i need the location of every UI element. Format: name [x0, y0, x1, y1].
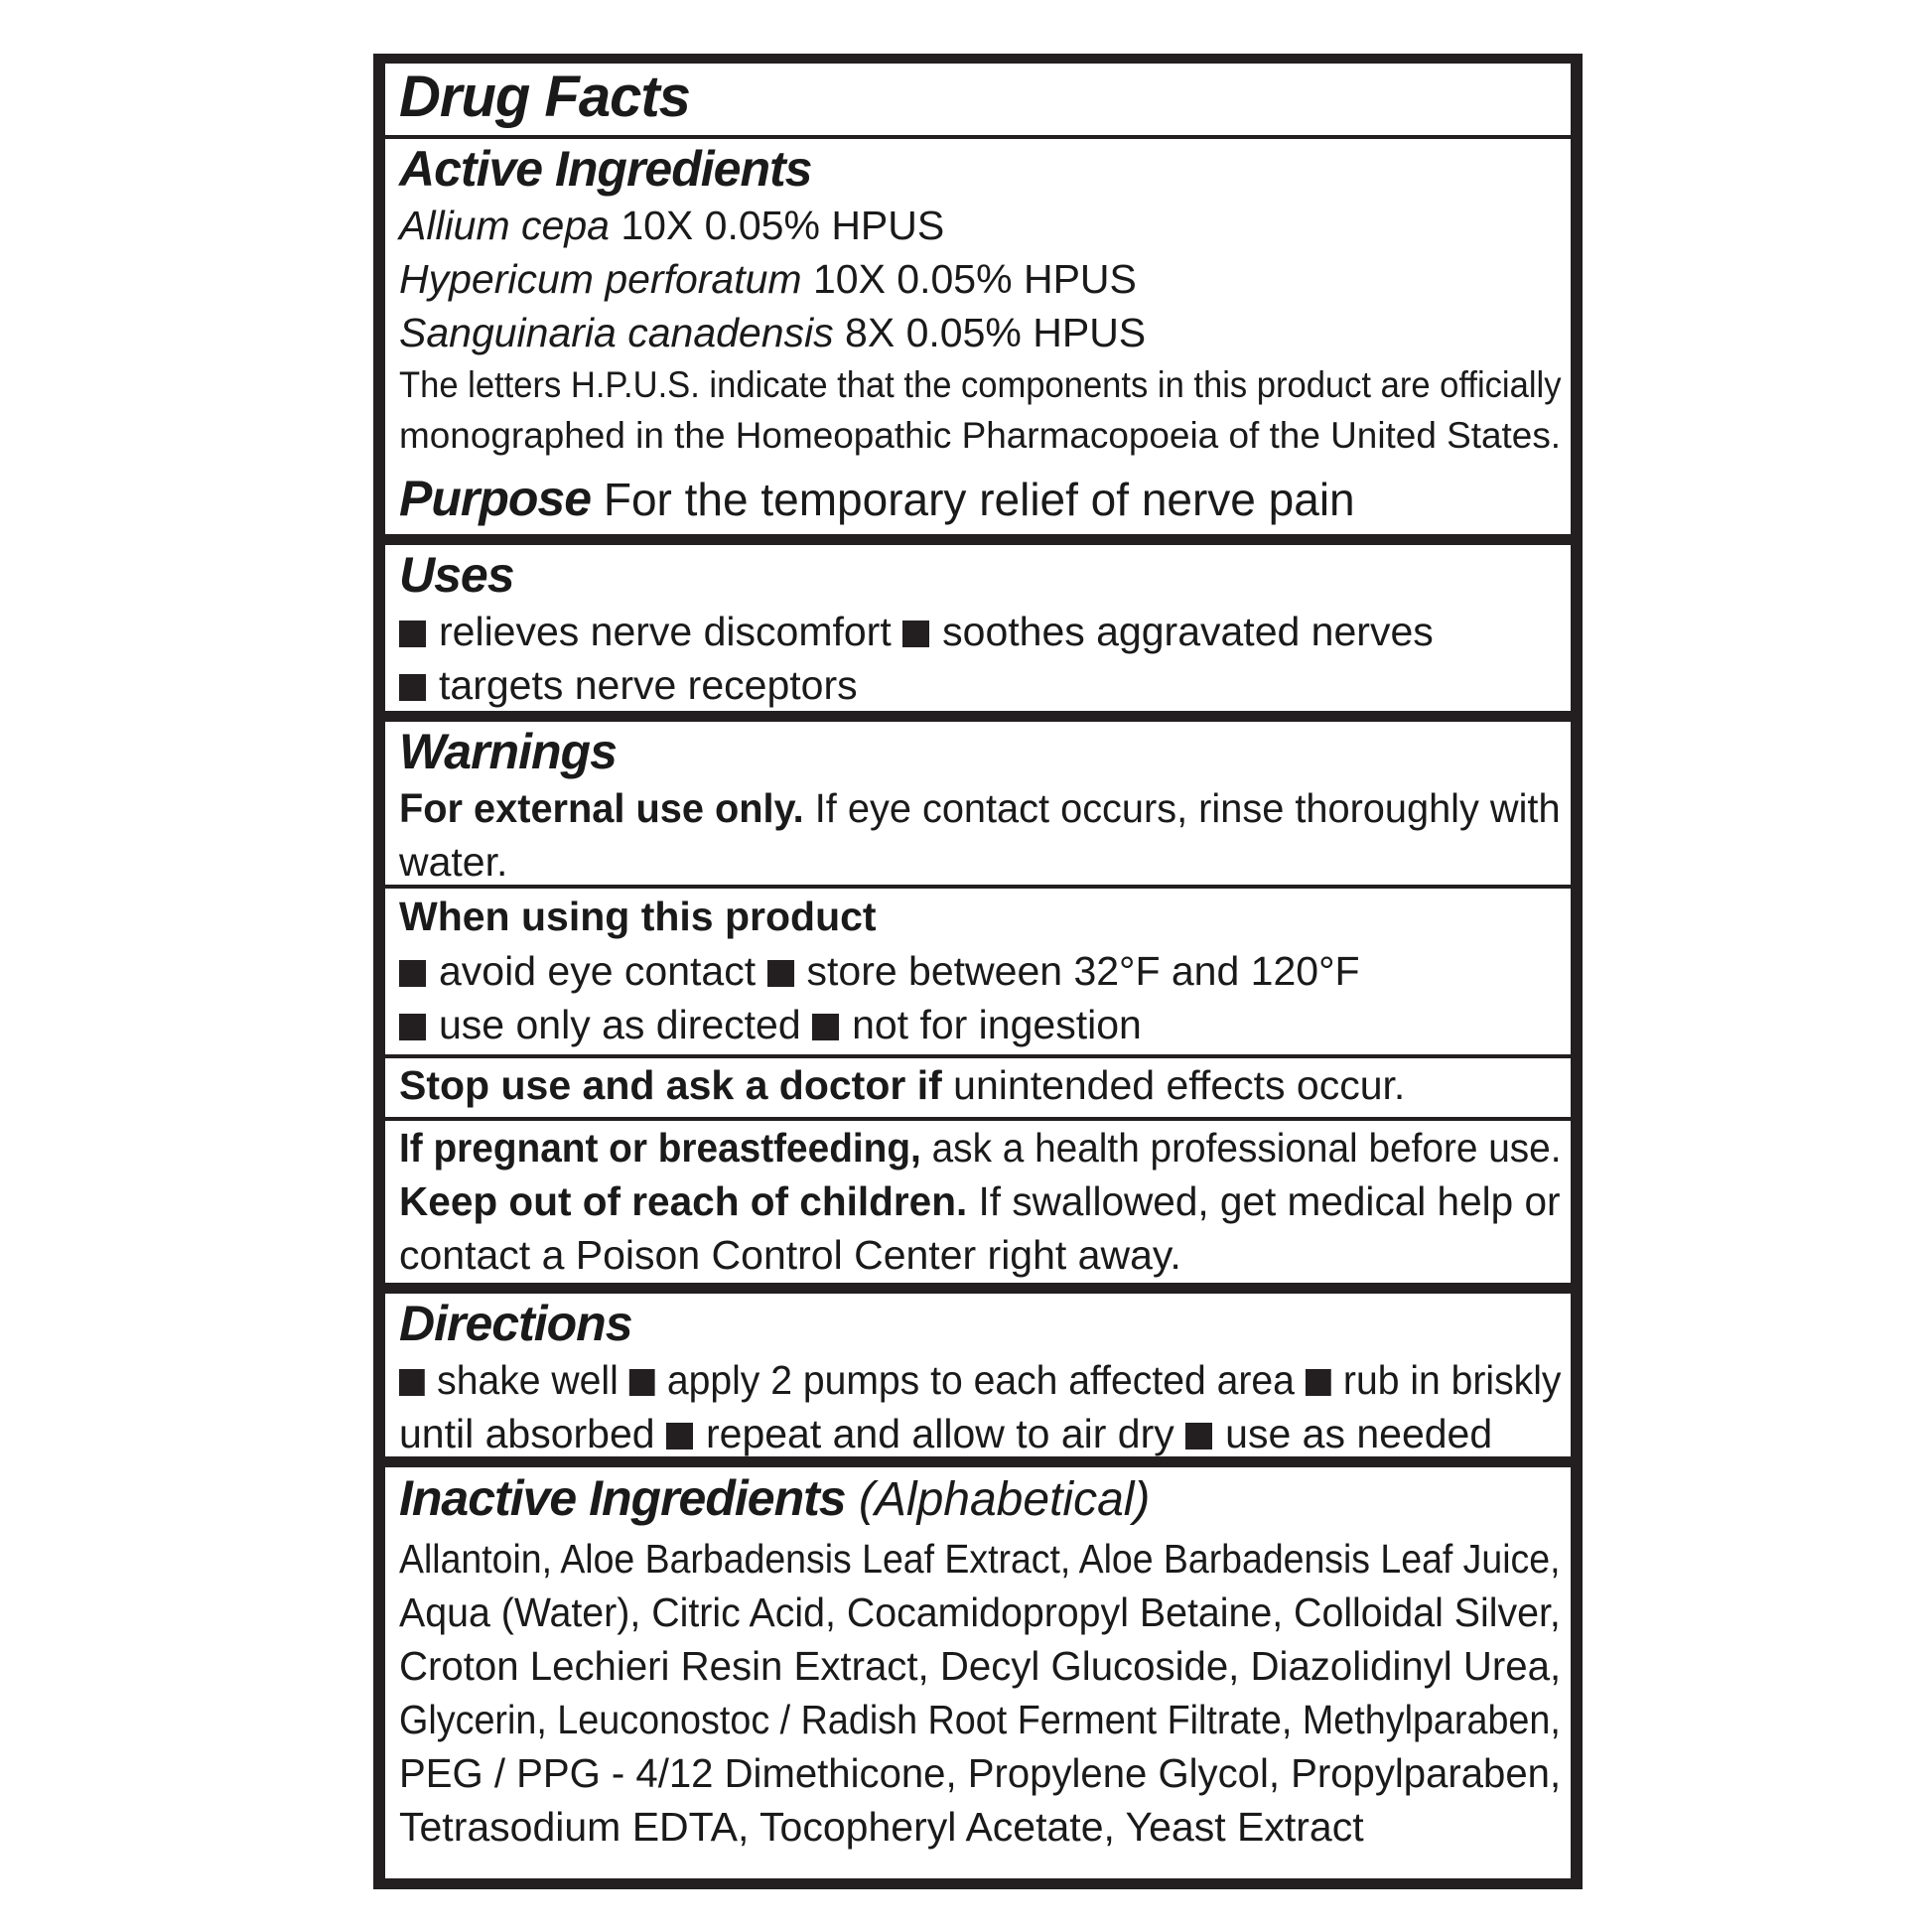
ingredient-name: Allium cepa	[399, 203, 610, 248]
pregnancy-children-section	[385, 1121, 1571, 1283]
stop-use-section	[385, 1058, 1571, 1117]
warnings-section	[385, 722, 1571, 885]
when-using-item: not for ingestion	[852, 1002, 1142, 1047]
stop-use-bold: Stop use and ask a doctor if	[399, 1062, 942, 1108]
inactive-line: Croton Lechieri Resin Extract, Decyl Glucoside, Diazolidinyl Urea,	[399, 1643, 1562, 1689]
ingredient-row	[399, 306, 1561, 359]
divider	[385, 1283, 1571, 1294]
bullet-square-icon	[1306, 1369, 1331, 1396]
pregnant-text: ask a health professional before use.	[920, 1125, 1562, 1171]
active-ingredients-section	[385, 139, 1571, 534]
bullet-square-icon	[666, 1423, 693, 1449]
when-using-section	[385, 889, 1571, 1054]
ingredient-strength: 10X 0.05% HPUS	[609, 203, 945, 248]
when-using-line	[399, 998, 1561, 1051]
inactive-line: Allantoin, Aloe Barbadensis Leaf Extract, Aloe Barbadensis Leaf Juice,	[399, 1536, 1561, 1582]
directions-heading: Directions	[399, 1296, 632, 1351]
stop-use-line	[399, 1058, 1561, 1112]
directions-section	[385, 1294, 1571, 1456]
stop-use-text: unintended effects occur.	[941, 1062, 1406, 1108]
drug-facts-inner	[385, 64, 1571, 1878]
warnings-bold: For external use only.	[399, 785, 804, 831]
hpus-note-line: monographed in the Homeopathic Pharmacopoeia of the United States.	[399, 415, 1562, 456]
bullet-square-icon	[767, 960, 794, 987]
direction-item: until absorbed	[399, 1411, 655, 1456]
direction-item: apply 2 pumps to each affected area	[666, 1357, 1295, 1403]
bullet-square-icon	[399, 674, 426, 701]
ingredient-name: Hypericum perforatum	[399, 256, 802, 302]
purpose-text: For the temporary relief of nerve pain	[591, 474, 1355, 525]
warnings-line: water.	[399, 839, 508, 885]
active-ingredients-heading: Active Ingredients	[399, 141, 812, 197]
bullet-square-icon	[812, 1014, 839, 1040]
direction-item: shake well	[437, 1357, 619, 1403]
ingredient-name: Sanguinaria canadensis	[399, 310, 834, 355]
bullet-square-icon	[399, 1369, 425, 1396]
uses-heading: Uses	[399, 547, 514, 603]
children-line: contact a Poison Control Center right away.	[399, 1232, 1181, 1278]
inactive-subheading: (Alphabetical)	[845, 1473, 1151, 1526]
bullet-square-icon	[399, 621, 426, 647]
uses-line	[399, 658, 1561, 711]
use-item: targets nerve receptors	[439, 662, 858, 708]
divider	[385, 711, 1571, 722]
inactive-line: Aqua (Water), Citric Acid, Cocamidopropyl Betaine, Colloidal Silver,	[399, 1589, 1561, 1635]
page-title: Drug Facts	[399, 65, 690, 129]
pregnant-line	[399, 1121, 1562, 1174]
bullet-square-icon	[902, 621, 929, 647]
warnings-text: If eye contact occurs, rinse thoroughly with	[803, 785, 1561, 831]
directions-line	[399, 1353, 1562, 1407]
when-using-heading: When using this product	[399, 894, 877, 939]
bullet-square-icon	[1185, 1423, 1212, 1449]
children-text: If swallowed, get medical help or	[967, 1178, 1561, 1224]
purpose-row	[399, 469, 1561, 531]
children-line	[399, 1174, 1561, 1228]
direction-item: repeat and allow to air dry	[705, 1411, 1174, 1456]
pregnant-bold: If pregnant or breastfeeding,	[399, 1125, 921, 1171]
hpus-note-line: The letters H.P.U.S. indicate that the components in this product are officially	[399, 364, 1562, 405]
when-using-line	[399, 944, 1561, 998]
drug-facts-panel	[373, 54, 1583, 1889]
inactive-line: PEG / PPG - 4/12 Dimethicone, Propylene Glycol, Propylparaben,	[399, 1750, 1562, 1796]
inactive-ingredients-section	[385, 1467, 1571, 1878]
divider	[385, 534, 1571, 545]
directions-line	[399, 1407, 1561, 1456]
when-using-item: avoid eye contact	[439, 948, 757, 994]
inactive-line: Glycerin, Leuconostoc / Radish Root Ferment Filtrate, Methylparaben,	[399, 1697, 1561, 1742]
bullet-square-icon	[629, 1369, 655, 1396]
inactive-heading: Inactive Ingredients	[399, 1470, 846, 1526]
purpose-label: Purpose	[399, 471, 592, 526]
direction-item: rub in briskly	[1342, 1357, 1562, 1403]
ingredient-row	[399, 252, 1561, 306]
when-using-item: store between 32°F and 120°F	[806, 948, 1360, 994]
bullet-square-icon	[399, 960, 426, 987]
divider	[385, 1456, 1571, 1467]
bullet-square-icon	[399, 1014, 426, 1040]
ingredient-strength: 10X 0.05% HPUS	[801, 256, 1137, 302]
inactive-line: Tetrasodium EDTA, Tocopheryl Acetate, Yeast Extract	[399, 1804, 1364, 1850]
direction-item: use as needed	[1225, 1411, 1493, 1456]
uses-section	[385, 545, 1571, 711]
use-item: soothes aggravated nerves	[942, 609, 1434, 654]
ingredient-row	[399, 199, 1561, 252]
ingredient-strength: 8X 0.05% HPUS	[833, 310, 1147, 355]
when-using-item: use only as directed	[439, 1002, 801, 1047]
children-bold: Keep out of reach of children.	[399, 1178, 968, 1224]
warnings-line	[399, 781, 1561, 835]
warnings-heading: Warnings	[399, 724, 617, 779]
inactive-heading-row	[399, 1467, 1561, 1532]
title-section	[385, 64, 1571, 135]
use-item: relieves nerve discomfort	[439, 609, 892, 654]
uses-line	[399, 605, 1561, 658]
